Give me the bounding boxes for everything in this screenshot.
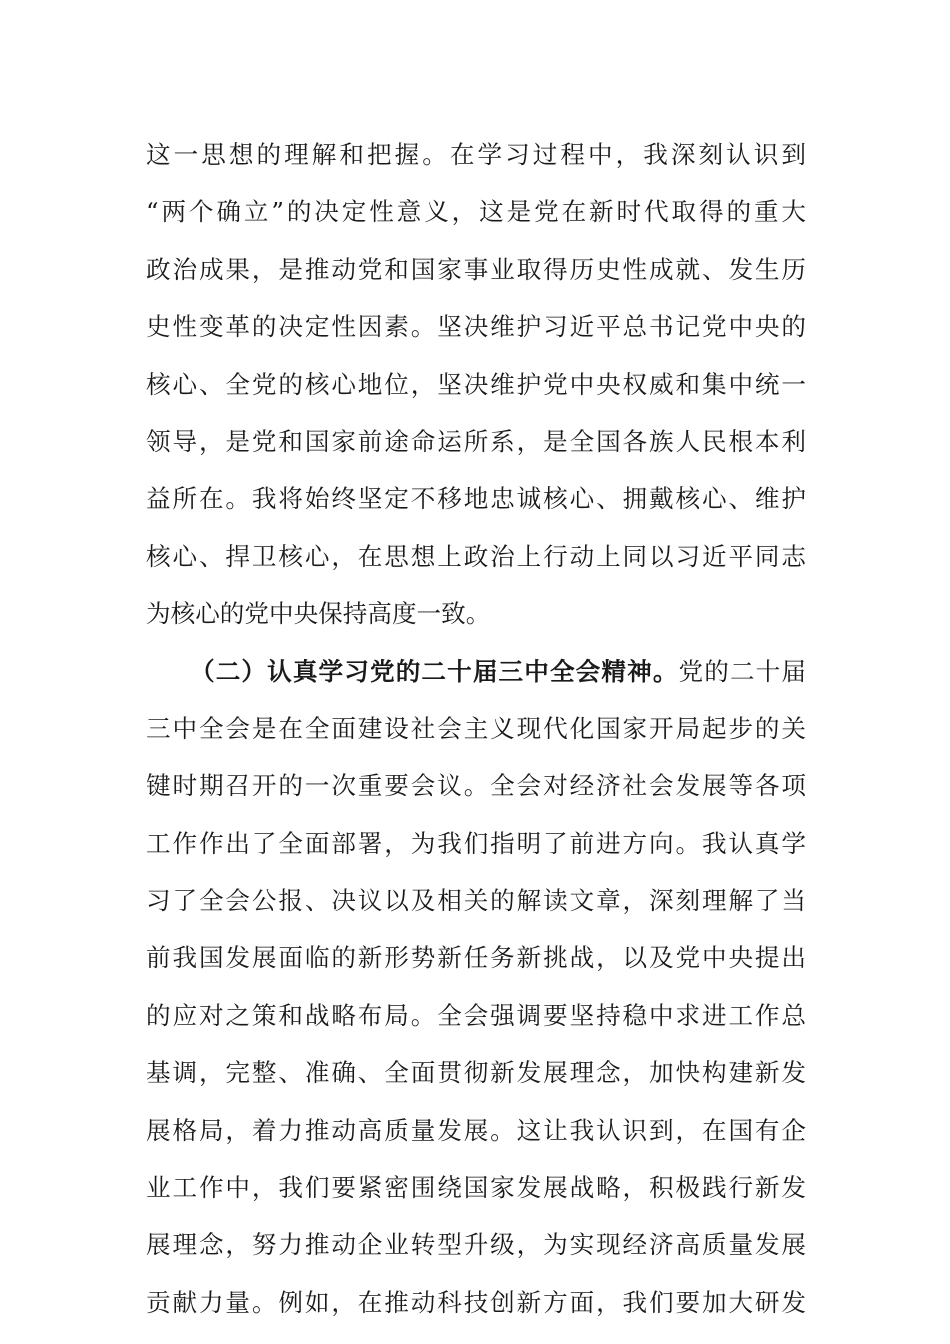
paragraph-line: 展理念，努力推动企业转型升级，为实现经济高质量发展: [146, 1230, 806, 1260]
paragraph-line: 核心、全党的核心地位，坚决维护党中央权威和集中统一: [146, 369, 806, 399]
paragraph-line: 前我国发展面临的新形势新任务新挑战，以及党中央提出: [146, 943, 806, 973]
paragraph-line: 键时期召开的一次重要会议。全会对经济社会发展等各项: [146, 771, 806, 801]
paragraph-line: 三中全会是在全面建设社会主义现代化国家开局起步的关: [146, 713, 806, 743]
heading-line-rest: 党的二十届: [678, 656, 806, 686]
paragraph-line: 核心、捍卫核心，在思想上政治上行动上同以习近平同志: [146, 541, 806, 571]
paragraph-line: “两个确立”的决定性意义，这是党在新时代取得的重大: [146, 197, 806, 227]
paragraph-line: 史性变革的决定性因素。坚决维护习近平总书记党中央的: [146, 312, 806, 342]
paragraph-line: 这一思想的理解和把握。在学习过程中，我深刻认识到: [146, 140, 806, 169]
section-heading: （二）认真学习党的二十届三中全会精神。: [190, 656, 679, 686]
paragraph-line: 基调，完整、准确、全面贯彻新发展理念，加快构建新发: [146, 1058, 806, 1088]
paragraph-line: 贡献力量。例如，在推动科技创新方面，我们要加大研发: [146, 1287, 806, 1317]
paragraph-2: [146, 643, 806, 1332]
paragraph-line: 的应对之策和战略布局。全会强调要坚持稳中求进工作总: [146, 1000, 806, 1030]
document-body: [146, 126, 806, 1331]
paragraph-line: 习了全会公报、决议以及相关的解读文章，深刻理解了当: [146, 886, 806, 916]
paragraph-line: 政治成果，是推动党和国家事业取得历史性成就、发生历: [146, 254, 806, 284]
paragraph-first-line: [146, 643, 806, 700]
paragraph-line: 展格局，着力推动高质量发展。这让我认识到，在国有企: [146, 1115, 806, 1145]
paragraph-line: 业工作中，我们要紧密围绕国家发展战略，积极践行新发: [146, 1173, 806, 1203]
paragraph-line: 领导，是党和国家前途命运所系，是全国各族人民根本利: [146, 426, 806, 456]
paragraph-line: 工作作出了全面部署，为我们指明了前进方向。我认真学: [146, 828, 806, 858]
paragraph-1: [146, 126, 806, 643]
paragraph-line: 为核心的党中央保持高度一致。: [146, 599, 491, 629]
paragraph-line: 益所在。我将始终坚定不移地忠诚核心、拥戴核心、维护: [146, 484, 806, 514]
